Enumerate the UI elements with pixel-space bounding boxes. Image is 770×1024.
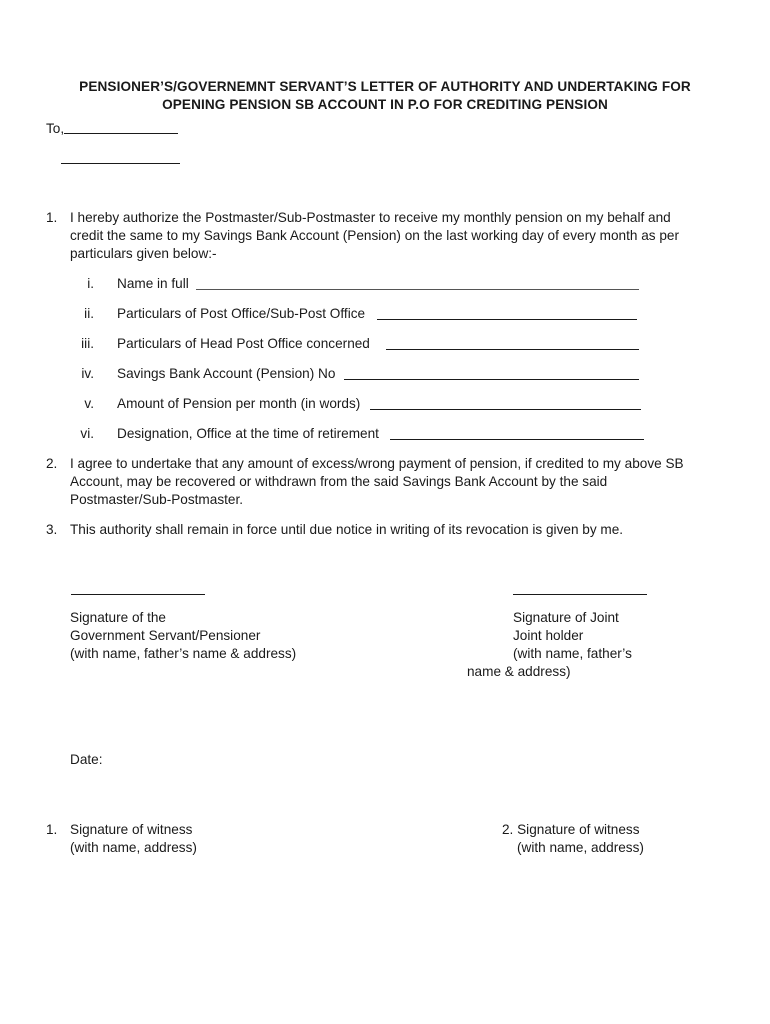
post-office-label: Particulars of Post Office/Sub-Post Office (117, 306, 366, 321)
pension-amount-label: Amount of Pension per month (in words) (117, 396, 361, 411)
head-post-office-field[interactable] (386, 349, 639, 350)
sb-account-field[interactable] (344, 379, 639, 380)
post-office-field[interactable] (377, 319, 637, 320)
to-line-2[interactable] (61, 163, 180, 164)
clause-1-line: credit the same to my Savings Bank Account (Pension) on the last working day of every month as per (70, 228, 680, 243)
name-in-full-label: Name in full (117, 276, 189, 291)
clause-2-line: Account, may be recovered or withdrawn from the said Savings Bank Account by the said (70, 474, 608, 489)
head-post-office-label: Particulars of Head Post Office concerned (117, 336, 370, 351)
item-numeral: ii. (84, 306, 94, 321)
clause-1-number: 1. (46, 210, 58, 225)
name-in-full-field[interactable] (196, 289, 639, 290)
witness-2-details: (with name, address) (517, 840, 644, 855)
item-numeral: vi. (80, 426, 94, 441)
clause-2-number: 2. (46, 456, 58, 471)
item-numeral: iii. (81, 336, 94, 351)
signature-right-line: Signature of Joint (513, 610, 619, 625)
witness-2-signature: 2. Signature of witness (502, 822, 640, 837)
signature-left-line: Signature of the (70, 610, 166, 625)
clause-3-number: 3. (46, 522, 58, 537)
to-line-1[interactable] (64, 133, 178, 134)
clause-3-text: This authority shall remain in force until due notice in writing of its revocation is given by me. (70, 522, 624, 537)
form-title-line-1: PENSIONER’S/GOVERNEMNT SERVANT’S LETTER OF AUTHORITY AND UNDERTAKING FOR (79, 79, 691, 94)
witness-1-details: (with name, address) (70, 840, 197, 855)
sb-account-label: Savings Bank Account (Pension) No (117, 366, 336, 381)
signature-right-line: name & address) (467, 664, 571, 679)
date-label: Date: (70, 752, 103, 767)
designation-field[interactable] (390, 439, 644, 440)
signature-right-line: (with name, father’s (513, 646, 632, 661)
signature-line-pensioner[interactable] (71, 594, 205, 595)
designation-label: Designation, Office at the time of retirement (117, 426, 379, 441)
item-numeral: iv. (81, 366, 94, 381)
form-title-line-2: OPENING PENSION SB ACCOUNT IN P.O FOR CREDITING PENSION (162, 97, 608, 112)
item-numeral: i. (87, 276, 94, 291)
clause-1-line: I hereby authorize the Postmaster/Sub-Postmaster to receive my monthly pension on my behalf and (70, 210, 671, 225)
pension-amount-field[interactable] (370, 409, 641, 410)
to-label: To, (46, 121, 65, 136)
signature-right-line: Joint holder (513, 628, 584, 643)
witness-1-number: 1. (46, 822, 58, 837)
signature-left-line: (with name, father’s name & address) (70, 646, 297, 661)
signature-line-joint-holder[interactable] (513, 594, 647, 595)
witness-1-signature: Signature of witness (70, 822, 193, 837)
clause-2-line: I agree to undertake that any amount of excess/wrong payment of pension, if credited to my above SB (70, 456, 684, 471)
item-numeral: v. (84, 396, 94, 411)
signature-left-line: Government Servant/Pensioner (70, 628, 261, 643)
clause-1-line: particulars given below:- (70, 246, 217, 261)
clause-2-line: Postmaster/Sub-Postmaster. (70, 492, 244, 507)
